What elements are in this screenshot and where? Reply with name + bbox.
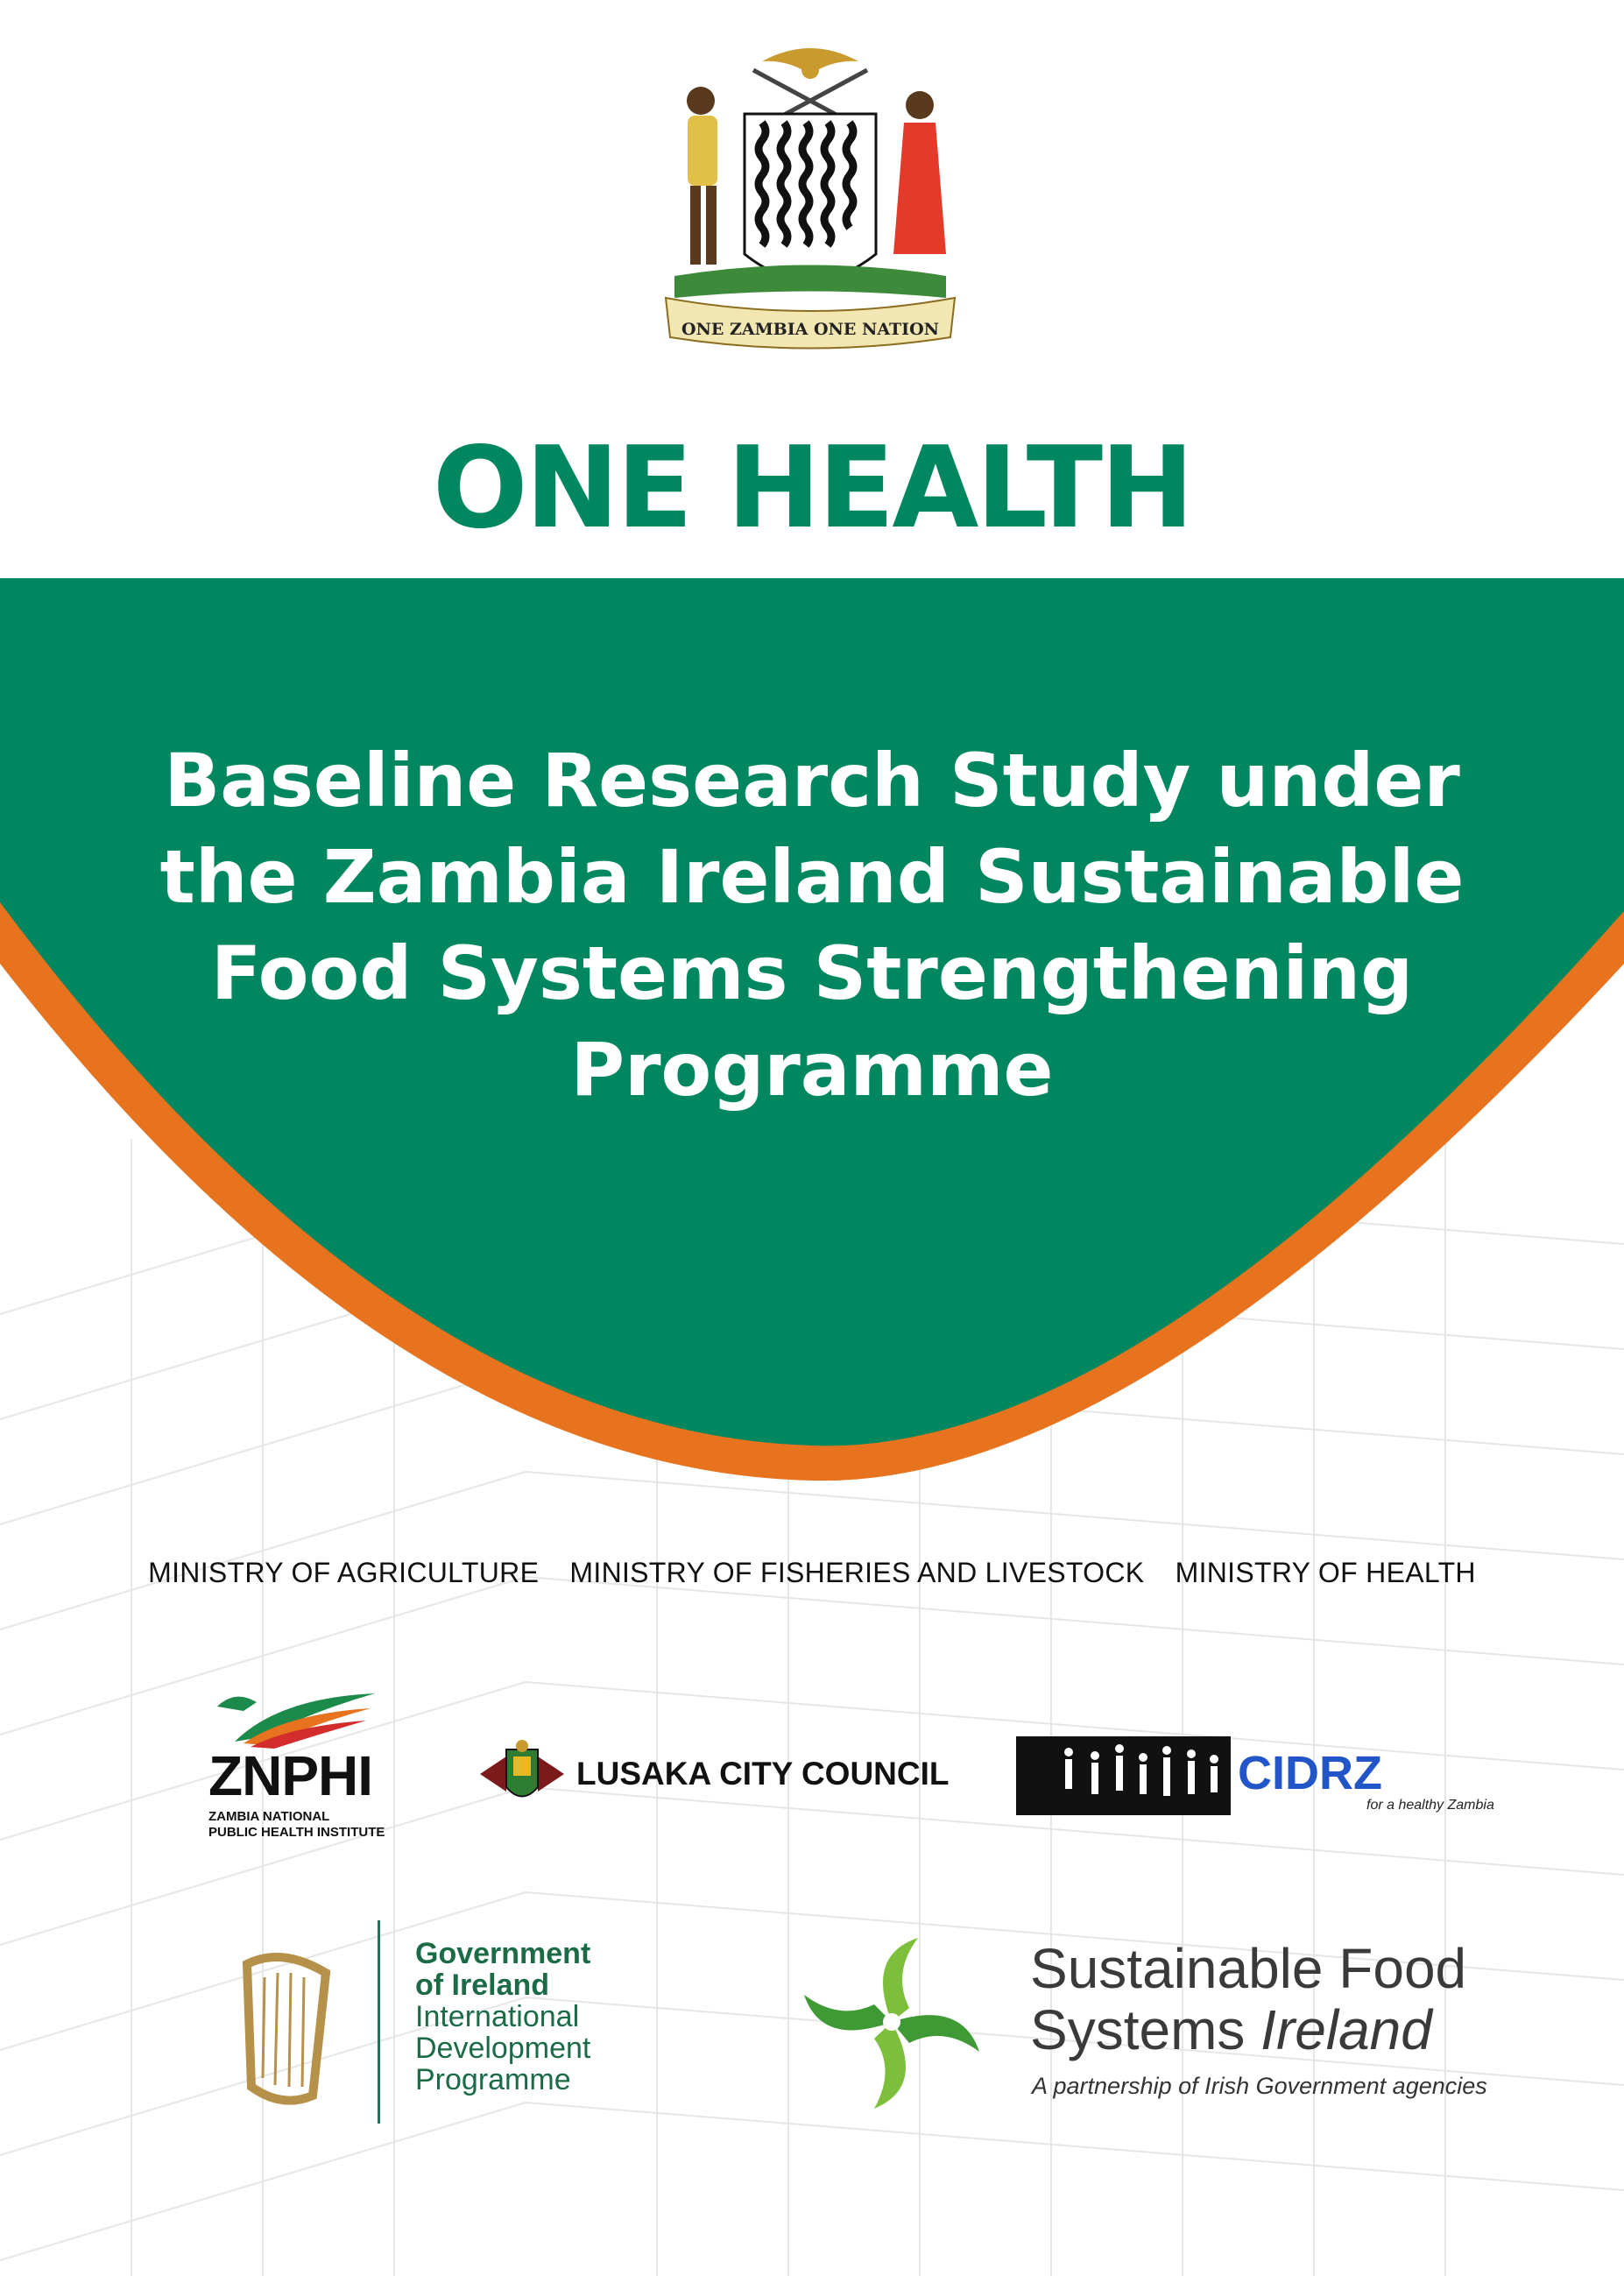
subtitle-line: Food Systems Strengthening: [210, 930, 1414, 1016]
sfsi-line2-a: Systems: [1030, 1998, 1261, 2061]
subtitle-line: the Zambia Ireland Sustainable: [159, 834, 1465, 920]
znphi-logo-name: ZNPHI: [208, 1744, 372, 1807]
lusaka-city-council-name: LUSAKA CITY COUNCIL: [576, 1756, 950, 1792]
subtitle: [114, 732, 1510, 1118]
subtitle-line: Baseline Research Study under: [164, 738, 1460, 823]
ministry-agriculture: MINISTRY OF AGRICULTURE: [148, 1557, 540, 1588]
page-title: ONE HEALTH: [432, 423, 1192, 554]
sfsi-swirl-icon: [787, 1920, 997, 2124]
goi-line1: Government: [415, 1937, 591, 1970]
sfsi-line1: Sustainable Food: [1030, 1937, 1467, 2000]
goi-divider: [378, 1920, 380, 2124]
subtitle-line: Programme: [570, 1027, 1054, 1113]
cidrz-name: CIDRZ: [1238, 1747, 1382, 1799]
znphi-subtitle-line1: ZAMBIA NATIONAL: [208, 1809, 330, 1824]
coat-of-arms-motto-text: ONE ZAMBIA ONE NATION: [681, 320, 939, 339]
ministry-fisheries-livestock: MINISTRY OF FISHERIES AND LIVESTOCK: [569, 1557, 1145, 1588]
ministry-health: MINISTRY OF HEALTH: [1175, 1557, 1476, 1588]
cidrz-figures-icon: [1016, 1736, 1231, 1815]
ministries-list: [0, 1557, 1624, 1589]
goi-line4: Development: [415, 2032, 591, 2065]
sfsi-line2-b: Ireland: [1260, 1998, 1432, 2061]
irish-harp-icon: [229, 1947, 335, 2109]
cidrz-tagline: for a healthy Zambia: [1366, 1798, 1494, 1813]
znphi-bird-icon: [208, 1689, 375, 1750]
goi-line2: of Ireland: [415, 1969, 550, 2002]
znphi-subtitle-line2: PUBLIC HEALTH INSTITUTE: [208, 1825, 385, 1840]
goi-line5: Programme: [415, 2063, 571, 2096]
sfsi-line2: [1030, 1997, 1432, 2062]
sfsi-tagline: A partnership of Irish Government agencies: [1032, 2073, 1487, 2099]
lusaka-city-council-crest-icon: [480, 1739, 564, 1809]
goi-line3: International: [415, 2000, 580, 2033]
zambia-coat-of-arms-emblem: [657, 35, 964, 359]
